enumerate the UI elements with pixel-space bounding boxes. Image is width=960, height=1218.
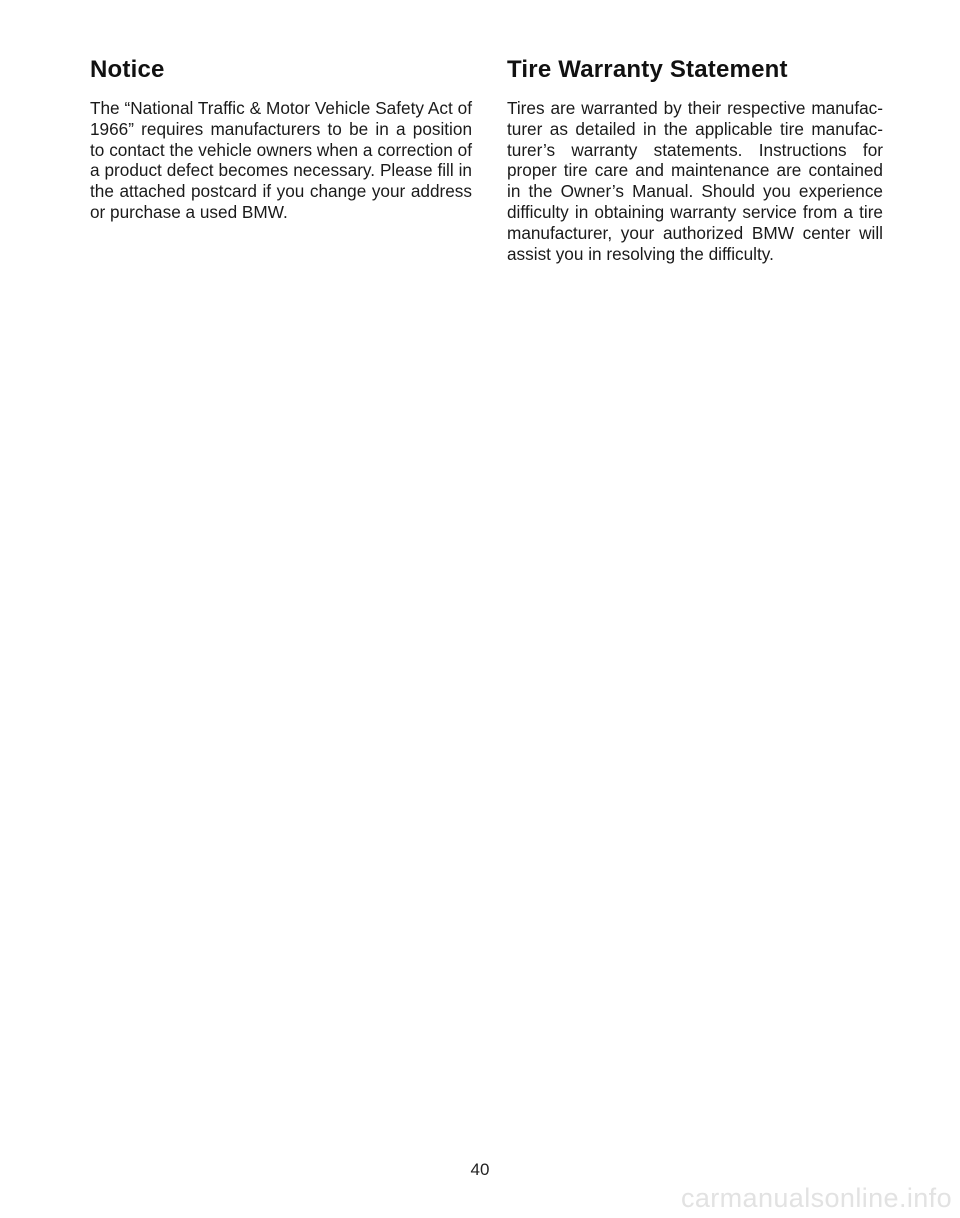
tire-warranty-section <box>507 56 883 264</box>
tire-warranty-heading: Tire Warranty Statement <box>507 56 788 83</box>
notice-section <box>90 56 472 223</box>
page-number: 40 <box>470 1160 490 1179</box>
notice-heading: Notice <box>90 56 165 83</box>
notice-body: The “National Traffic & Motor Vehicle Safety Act of 1966” requires manufacturers to be in a position to contact the vehicle owners when a correction of a product defect becomes necessary. Please fill in the attached postcard if you change your address or purchase a used BMW. <box>90 98 472 222</box>
tire-warranty-body: Tires are warranted by their respective manufacturer as detailed in the applicable tire manufacturer’s warranty statements. Instructions for proper tire care and maintenance are contained in the Owner’s Manual. Should you experience difficulty in obtaining warranty service from a tire manufacturer, your authorized BMW center will assist you in resolving the difficulty. <box>507 98 883 264</box>
watermark: carmanualsonline.info <box>680 1183 952 1213</box>
